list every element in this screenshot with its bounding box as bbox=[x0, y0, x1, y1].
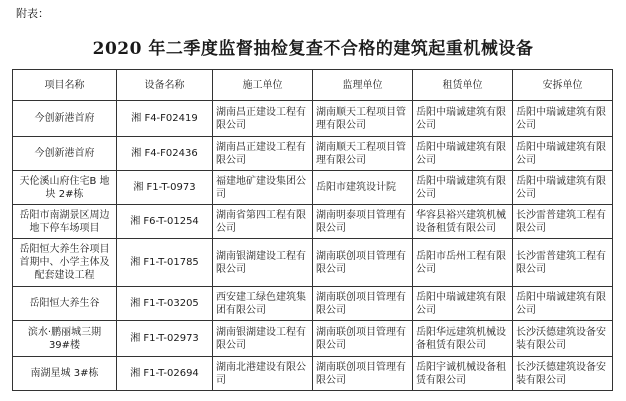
cell-construction-unit: 湖南昌正建设工程有限公司 bbox=[213, 101, 313, 137]
cell-supervision-unit: 岳阳市建筑设计院 bbox=[313, 171, 413, 205]
cell-construction-unit: 湖南北港建设有限公司 bbox=[213, 357, 313, 391]
cell-project-name: 今创新港首府 bbox=[13, 137, 117, 171]
cell-construction-unit: 湖南银湖建设工程有限公司 bbox=[213, 321, 313, 357]
cell-equipment-name: 湘 F1-T-03205 bbox=[117, 287, 213, 321]
table-row bbox=[13, 239, 613, 287]
cell-leasing-unit: 岳阳中瑞诚建筑有限公司 bbox=[413, 137, 513, 171]
header-supervision-unit: 监理单位 bbox=[313, 70, 413, 101]
header-leasing-unit: 租赁单位 bbox=[413, 70, 513, 101]
cell-equipment-name: 湘 F1-T-0973 bbox=[117, 171, 213, 205]
cell-project-name: 岳阳恒大养生谷 bbox=[13, 287, 117, 321]
cell-leasing-unit: 岳阳华远建筑机械设备租赁有限公司 bbox=[413, 321, 513, 357]
cell-installation-unit: 长沙雷普建筑工程有限公司 bbox=[513, 239, 613, 287]
cell-supervision-unit: 湖南联创项目管理有限公司 bbox=[313, 287, 413, 321]
cell-supervision-unit: 湖南明泰项目管理有限公司 bbox=[313, 205, 413, 239]
cell-project-name: 滨水·鹏丽城三期 39#楼 bbox=[13, 321, 117, 357]
cell-equipment-name: 湘 F1-T-02973 bbox=[117, 321, 213, 357]
cell-installation-unit: 长沙沃德建筑设备安装有限公司 bbox=[513, 321, 613, 357]
cell-supervision-unit: 湖南顺天工程项目管理有限公司 bbox=[313, 137, 413, 171]
cell-project-name: 天伦溪山府住宅B 地块 2#栋 bbox=[13, 171, 117, 205]
table-row bbox=[13, 357, 613, 391]
cell-installation-unit: 岳阳中瑞诚建筑有限公司 bbox=[513, 287, 613, 321]
cell-supervision-unit: 湖南联创项目管理有限公司 bbox=[313, 357, 413, 391]
cell-equipment-name: 湘 F6-T-01254 bbox=[117, 205, 213, 239]
equipment-table bbox=[12, 69, 613, 391]
cell-construction-unit: 湖南省第四工程有限公司 bbox=[213, 205, 313, 239]
cell-construction-unit: 湖南昌正建设工程有限公司 bbox=[213, 137, 313, 171]
cell-leasing-unit: 华容县裕兴建筑机械设备租赁有限公司 bbox=[413, 205, 513, 239]
header-project-name: 项目名称 bbox=[13, 70, 117, 101]
cell-leasing-unit: 岳阳中瑞诚建筑有限公司 bbox=[413, 101, 513, 137]
cell-installation-unit: 岳阳中瑞诚建筑有限公司 bbox=[513, 137, 613, 171]
table-row bbox=[13, 205, 613, 239]
cell-supervision-unit: 湖南顺天工程项目管理有限公司 bbox=[313, 101, 413, 137]
cell-supervision-unit: 湖南联创项目管理有限公司 bbox=[313, 321, 413, 357]
table-row bbox=[13, 171, 613, 205]
cell-construction-unit: 湖南银湖建设工程有限公司 bbox=[213, 239, 313, 287]
cell-installation-unit: 岳阳中瑞诚建筑有限公司 bbox=[513, 101, 613, 137]
cell-construction-unit: 福建地矿建设集团公司 bbox=[213, 171, 313, 205]
document-title: 2020 年二季度监督抽检复查不合格的建筑起重机械设备 bbox=[92, 39, 534, 59]
cell-installation-unit: 长沙沃德建筑设备安装有限公司 bbox=[513, 357, 613, 391]
header-installation-unit: 安拆单位 bbox=[513, 70, 613, 101]
table-row bbox=[13, 287, 613, 321]
cell-project-name: 今创新港首府 bbox=[13, 101, 117, 137]
cell-installation-unit: 长沙雷普建筑工程有限公司 bbox=[513, 205, 613, 239]
cell-project-name: 南湖星城 3#栋 bbox=[13, 357, 117, 391]
cell-leasing-unit: 岳阳中瑞诚建筑有限公司 bbox=[413, 287, 513, 321]
header-construction-unit: 施工单位 bbox=[213, 70, 313, 101]
cell-leasing-unit: 岳阳中瑞诚建筑有限公司 bbox=[413, 171, 513, 205]
cell-supervision-unit: 湖南联创项目管理有限公司 bbox=[313, 239, 413, 287]
header-equipment-name: 设备名称 bbox=[117, 70, 213, 101]
cell-leasing-unit: 岳阳宇诚机械设备租赁有限公司 bbox=[413, 357, 513, 391]
table-header-row bbox=[13, 70, 613, 101]
cell-equipment-name: 湘 F4-F02436 bbox=[117, 137, 213, 171]
cell-leasing-unit: 岳阳市岳州工程有限公司 bbox=[413, 239, 513, 287]
table-row bbox=[13, 137, 613, 171]
cell-equipment-name: 湘 F1-T-01785 bbox=[117, 239, 213, 287]
table-row bbox=[13, 101, 613, 137]
cell-construction-unit: 西安建工绿色建筑集团有限公司 bbox=[213, 287, 313, 321]
cell-project-name: 岳阳恒大养生谷项目首期中、小学主体及配套建设工程 bbox=[13, 239, 117, 287]
cell-installation-unit: 岳阳中瑞诚建筑有限公司 bbox=[513, 171, 613, 205]
cell-project-name: 岳阳市南湖景区周边地下停车场项目 bbox=[13, 205, 117, 239]
cell-equipment-name: 湘 F4-F02419 bbox=[117, 101, 213, 137]
table-row bbox=[13, 321, 613, 357]
appendix-label: 附表： bbox=[16, 7, 49, 20]
cell-equipment-name: 湘 F1-T-02694 bbox=[117, 357, 213, 391]
